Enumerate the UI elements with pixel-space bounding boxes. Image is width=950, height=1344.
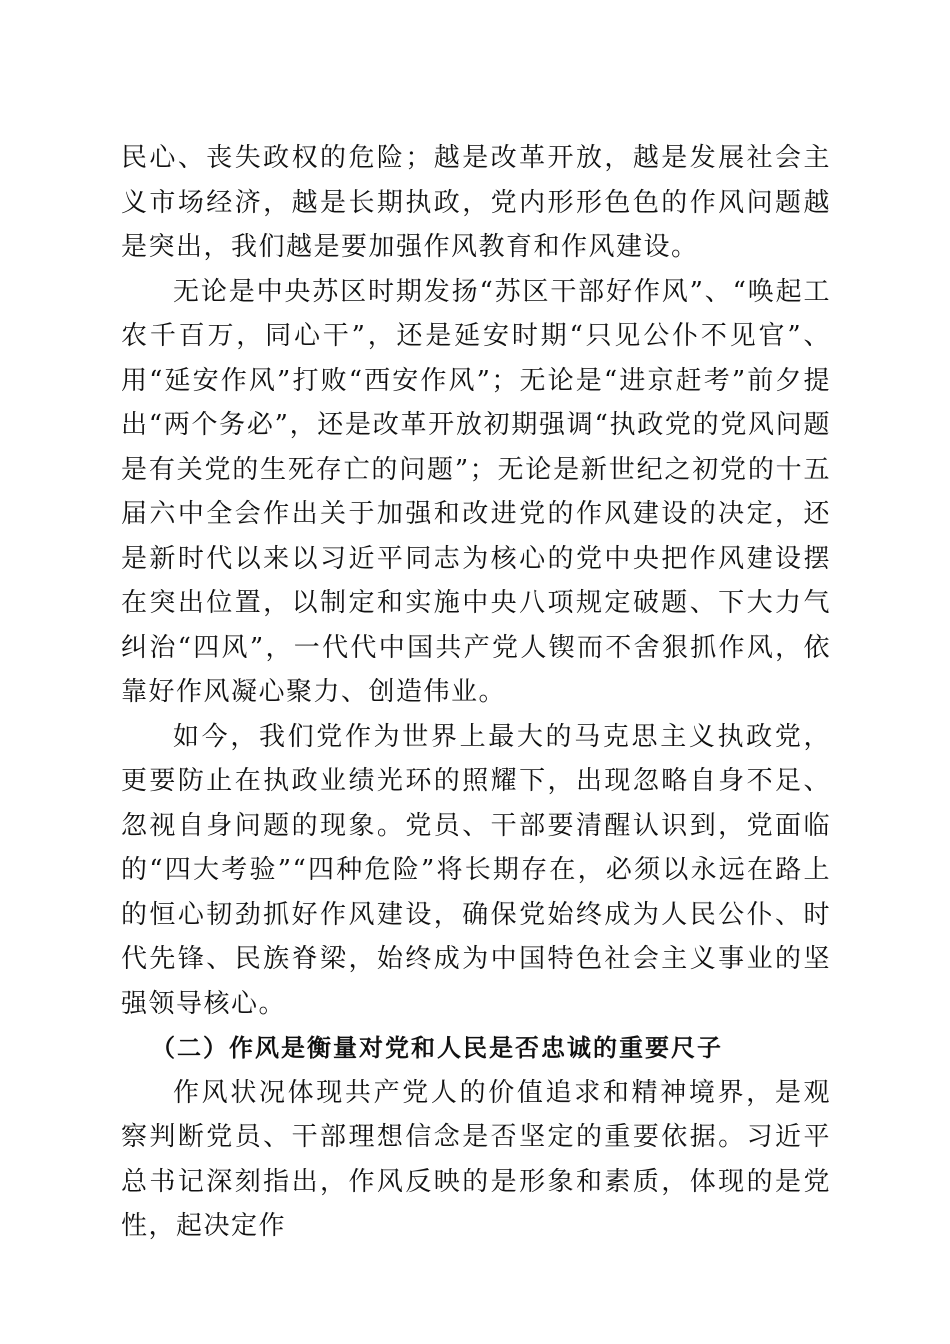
section-heading: （二）作风是衡量对党和人民是否忠诚的重要尺子: [151, 1034, 723, 1062]
paragraph-work-style-loyalty: 作风状况体现共产党人的价值追求和精神境界，是观察判断党员、干部理想信念是否坚定的重要依据。习近平总书记深刻指出，作风反映的是形象和素质，体现的是党性，起决定作: [121, 1077, 831, 1241]
paragraph-continuation: 民心、丧失政权的危险；越是改革开放，越是发展社会主义市场经济，越是长期执政，党内形形色色的作风问题越是突出，我们越是要加强作风教育和作风建设。: [121, 143, 831, 262]
paragraph-work-style-history: 无论是中央苏区时期发扬“苏区干部好作风”、“唤起工农千百万，同心干”，还是延安时期“只见公仆不见官”、用“延安作风”打败“西安作风”；无论是“进京赶考”前夕提出“两个务必”，还是改革开放初期强调“执政党的党风问题是有关党的生死存亡的问题”；无论是新世纪之初党的十五届六中全会作出关于加强和改进党的作风建设的决定，还是新时代以来以习近平同志为核心的党中央把作风建设摆在突出位置，以制定和实施中央八项规定破题、下大力气纠治“四风”，一代代中国共产党人锲而不舍狠抓作风，依靠好作风凝心聚力、创造伟业。: [121, 276, 831, 707]
paragraph-ruling-party-tests: 如今，我们党作为世界上最大的马克思主义执政党，更要防止在执政业绩光环的照耀下，出现忽略自身不足、忽视自身问题的现象。党员、干部要清醒认识到，党面临的“四大考验”“四种危险”将长期存在，必须以永远在路上的恒心韧劲抓好作风建设，确保党始终成为人民公仆、时代先锋、民族脊梁，始终成为中国特色社会主义事业的坚强领导核心。: [121, 721, 831, 1019]
document-body: [121, 136, 831, 1249]
